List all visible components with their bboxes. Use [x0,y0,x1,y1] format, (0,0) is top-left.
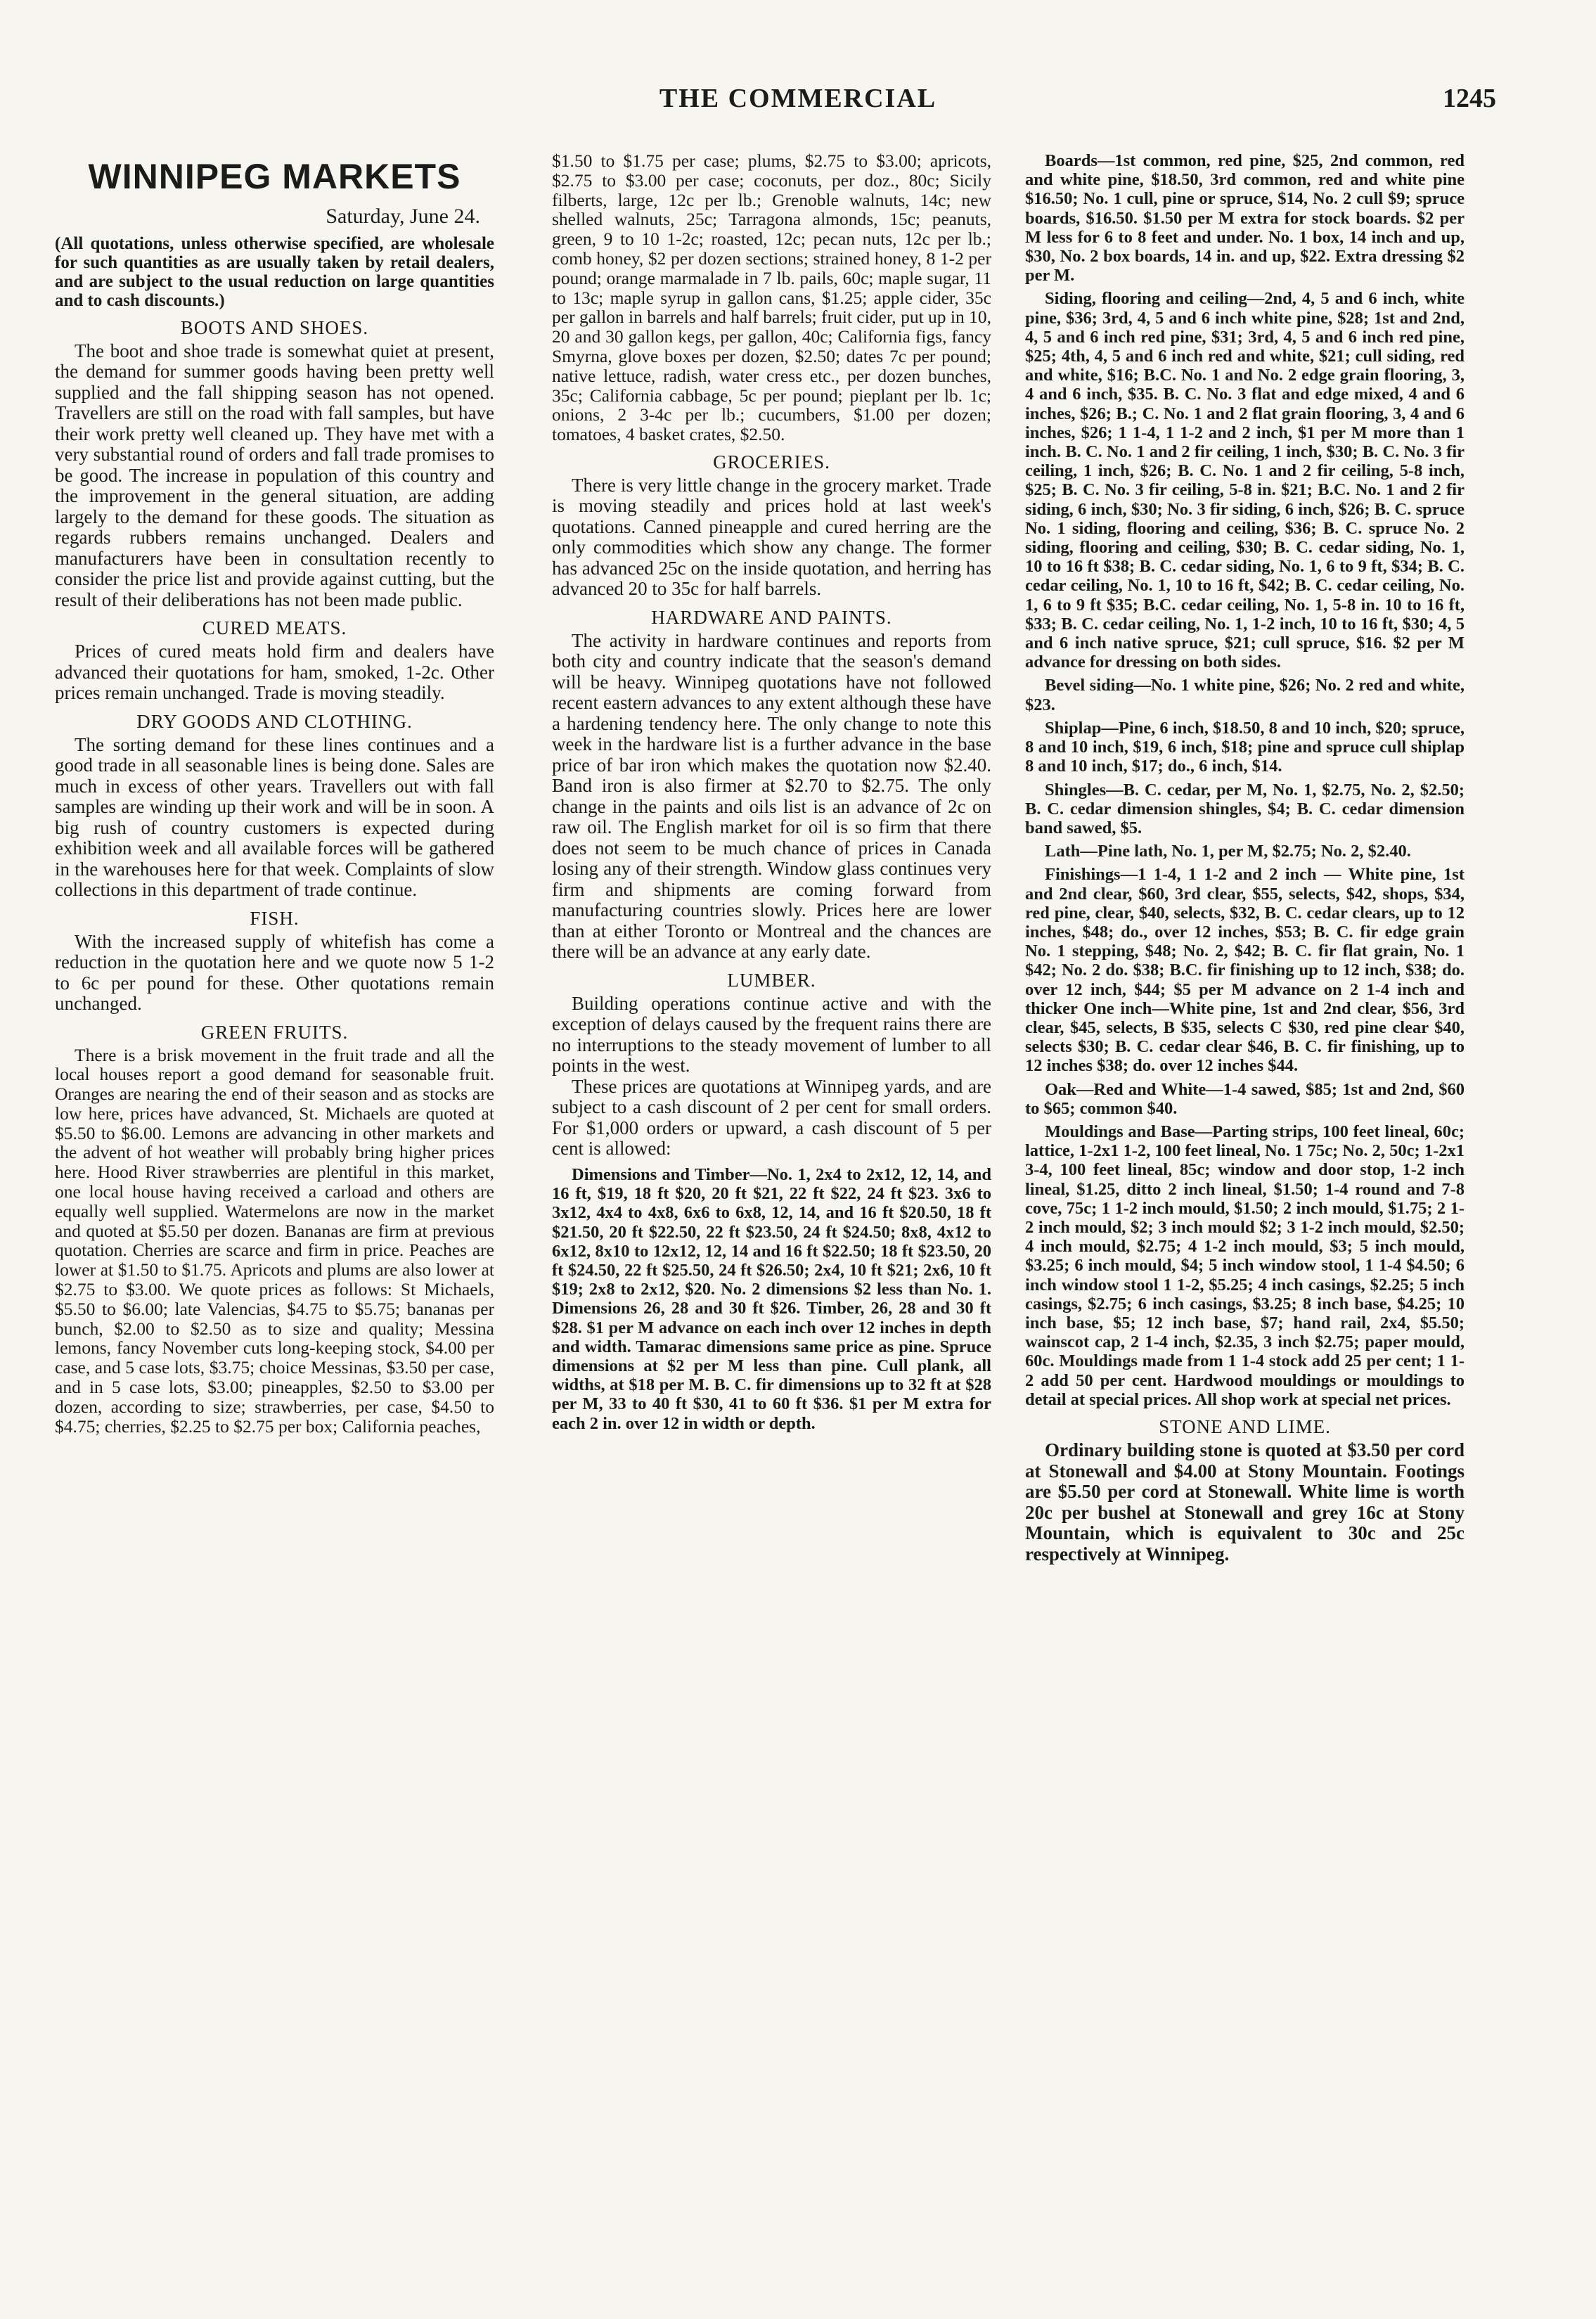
dateline: Saturday, June 24. [326,205,480,228]
section-heading-hardware: HARDWARE AND PAINTS. [651,606,892,628]
lumber-shingles: Shingles—B. C. cedar, per M, No. 1, $2.75, No. 2, $2.50; B. C. cedar dimension shingles, $4; B. C. cedar dimension band sawed, $5. [1025,780,1465,837]
section-heading-green-fruits: GREEN FRUITS. [200,1021,349,1043]
section-text-fruits-continued: $1.50 to $1.75 per case; plums, $2.75 to $3.00; apricots, $2.75 to $3.00 per case; coconuts, per doz., 80c; Sicily filberts, large, 12c per lb.; Grenoble walnuts, 14c; new shelled walnuts, 25c; Tarragona almonds, 15c; peanuts, green, 9 to 10 1-2c; roasted, 12c; pecan nuts, 12c per lb.; comb honey, $2 per dozen sections; strained honey, 8 1-2 per pound; orange marmalade in 7 lb. pails, 60c; maple sugar, 11 to 13c; maple syrup in gallon cans, $1.25; apple cider, 35c per gallon in barrels and half barrels; fruit cider, put up in 10, 20 and 30 gallon kegs, per gallon, 40c; California figs, fancy Smyrna, glove boxes per dozen, $2.50; dates 7c per pound; native lettuce, radish, water cress etc., per dozen bunches, 35c; California cabbage, 5c per pound; pieplant per lb. 1c; onions, 2 3-4c per lb.; cucumbers, $1.00 per dozen; tomatoes, 4 basket crates, $2.50. [552,151,991,445]
lumber-boards: Boards—1st common, red pine, $25, 2nd common, red and white pine, $18.50, 3rd common, red and white pine $16.50; No. 1 cull, pine or spruce, $14, No. 2 cull $9; spruce boards, $16.50. $1.50 per M extra for stock boards. $2 per M less for 6 to 8 feet and under. No. 1 box, 14 inch and up, $30, No. 2 box boards, 14 in. and up, $22. Extra dressing $2 per M. [1025,151,1465,285]
running-title: THE COMMERCIAL [659,84,937,113]
lumber-dimensions: Dimensions and Timber—No. 1, 2x4 to 2x12, 12, 14, and 16 ft, $19, 18 ft $20, 20 ft $21, 22 ft $22, 24 ft $23. 3x6 to 3x12, 4x4 to 4x8, 6x6 to 6x8, 12, 14, and 16 ft $20.50, 18 ft $21.50, 20 ft $22.50, 22 ft $23.50, 24 ft $24.50; 8x8, 4x12 to 6x12, 8x10 to 12x12, 12, 14 and 16 ft $22.50; 18 ft $23.50, 20 ft $24.50, 22 ft $25.50, 24 ft $26.50; 2x4, 10 ft $21; 2x6, 10 ft $19; 2x8 to 2x12, $20. No. 2 dimensions $2 less than No. 1. Dimensions 26, 28 and 30 ft $26. Timber, 26, 28 and 30 ft $28. $1 per M advance on each inch over 12 inches in depth and width. Tamarac dimensions same price as pine. Spruce dimensions at $2 per M less than pine. Cull plank, all widths, at $18 per M. B. C. fir dimensions up to 32 ft at $28 per M, 33 to 40 ft $30, 41 to 60 ft $36. $1 per M extra for each 2 in. over 12 in width or depth. [552,1164,991,1433]
section-text-stone: Ordinary building stone is quoted at $3.50 per cord at Stonewall and $4.00 at Stony Mountain. Footings are $5.50 per cord at Stonewall. White lime is worth 20c per bushel at Stonewall and grey 16c at Stony Mountain, which is equivalent to 30c and 25c respectively at Winnipeg. [1025,1439,1465,1565]
section-heading-stone: STONE AND LIME. [1159,1416,1331,1437]
section-text-lumber-1: Building operations continue active and with the exception of delays caused by the frequent rains there are no interruptions to the steady movement of lumber to all points in the west. [552,992,991,1077]
lumber-siding: Siding, flooring and ceiling—2nd, 4, 5 and 6 inch, white pine, $36; 3rd, 4, 5 and 6 inch white pine, $28; 1st and 2nd, 4, 5 and 6 inch red pine, $31; 3rd, 4, 5 and 6 inch red pine, $25; 4th, 4, 5 and 6 inch red and white, $21; cull siding, red and white, $16; B.C. No. 1 and No. 2 edge grain flooring, 3, 4 and 6 inch, $35. B. C. No. 3 flat and edge mixed, 4 and 6 inches, $26; B.; C. No. 1 and 2 flat grain flooring, 3, 4 and 6 inches, $26; 1 1-4, 1 1-2 and 2 inch, $1 per M more than 1 inch. B. C. No. 1 and 2 fir ceiling, 1 inch, $30; B. C. No. 3 fir ceiling, 1 inch, $26; B. C. No. 1 and 2 fir ceiling, 5-8 inch, $25; B. C. No. 3 fir ceiling, 5-8 in. $21; B.C. No. 1 and 2 fir siding, 6 inch, $30; No. 3 fir siding, 6 inch, $26; B. C. spruce No. 1 siding, flooring and ceiling, $36; B. C. spruce No. 2 siding, flooring and ceiling, $30; B. C. cedar siding, No. 1, 10 to 16 ft $38; B. C. cedar siding, No. 1, 6 to 9 ft, $34; B. C. cedar ceiling, No. 1, 10 to 16 ft, $42; B. C. cedar ceiling, No. 1, 6 to 9 ft $35; B.C. cedar ceiling, No. 1, 5-8 in. 10 to 16 ft, $33; B. C. cedar ceiling, No. 1, 1-2 inch, 10 to 16 ft, $30; 4, 5 and 6 inch native spruce, $21; cull spruce, $16. $2 per M advance for dressing on both sides. [1025,289,1465,672]
column-3 [1025,151,1465,2289]
lumber-mouldings: Mouldings and Base—Parting strips, 100 feet lineal, 60c; lattice, 1-2x1 1-2, 100 feet lineal, No. 1 75c; No. 2, 50c; 1-2x1 3-4, 100 feet lineal, 85c; window and door stop, 1-2 inch lineal, $1.25, ditto 2 inch lineal, $1.50; 1-4 round and 7-8 cove, 75c; 1 1-2 inch mould, $1.50; 2 inch mould, $1.75; 2 1-2 inch mould, $2; 3 inch mould $2; 3 1-2 inch mould, $2.50; 4 inch mould, $2.75; 4 1-2 inch mould, $3; 5 inch mould, $3.25; 6 inch mould, $4; 5 inch window stool, 1 1-4 $4.50; 6 inch window stool 1 1-2, $5.25; 4 inch casings, $2.25; 5 inch casings, $2.75; 6 inch casings, $3.25; 8 inch base, $4.25; 10 inch base, $5; 12 inch base, $7; hand rail, 2x4, $5.50; wainscot cap, 2 1-4 inch, $2.35, 3 inch $2.75; paper mould, 60c. Mouldings made from 1 1-4 stock add 25 per cent; 1 1-2 add 50 per cent. Hardwood mouldings or mouldings to detail at special prices. All shop work at special net prices. [1025,1122,1465,1409]
section-heading-lumber: LUMBER. [727,969,816,991]
section-heading-meats: CURED MEATS. [202,617,347,638]
lumber-shiplap: Shiplap—Pine, 6 inch, $18.50, 8 and 10 inch, $20; spruce, 8 and 10 inch, $19, 6 inch, $18; pine and spruce cull shiplap 8 and 10 inch, $17; do., 6 inch, $14. [1025,718,1465,776]
column-1 [55,151,494,2289]
section-text-boots: The boot and shoe trade is somewhat quiet at present, the demand for summer goods having been pretty well supplied and the fall shipping season has not opened. Travellers are still on the road with fall samples, but have their work pretty well cleaned up. They have met with a very substantial round of orders and fall trade promises to be good. The increase in population of this country and the improvement in the general situation, are adding largely to the demand for these goods. The situation as regards rubbers remains unchanged. Dealers and manufacturers have been in consultation recently to consider the price list and provide against cutting, but the result of their deliberations has not been made public. [55,340,494,610]
section-text-dry-goods: The sorting demand for these lines continues and a good trade in all seasonable lines is being done. Sales are much in excess of other years. Travellers out with fall samples are winding up their work and will be in soon. A big rush of country customers is expected during exhibition week and all available forces will be gathered in the warehouses here for that week. Complaints of slow collections in this department of trade continue. [55,733,494,900]
section-text-fish: With the increased supply of whitefish has come a reduction in the quotation here and we quote now 5 1-2 to 6c per pound for these. Other quotations remain unchanged. [55,930,494,1014]
section-heading-fish: FISH. [250,907,300,929]
section-text-hardware: The activity in hardware continues and reports from both city and country indicate that the season's demand will be heavy. Winnipeg quotations have not followed recent eastern advances to any extent although these have a hardening tendency here. The only change to note this week in the hardware list is a further advance in the base price of bar iron which makes the quotation now $2.40. Band iron is also firmer at $2.70 to $2.75. The only change in the paints and oils list is an advance of 2c on raw oil. The English market for oil is so firm that there does not seem to be much chance of prices in Canada losing any of their strength. Window glass continues very firm and shipments are coming forward from manufacturing countries slowly. Prices here are lower than at either Toronto or Montreal and the chances are there will be an advance at any early date. [552,629,991,963]
section-text-groceries: There is very little change in the grocery market. Trade is moving steadily and prices hold at last week's quotations. Canned pineapple and cured herring are the only commodities which show any change. The former has advanced 25c on the inside quotation, and herring has advanced 20 to 35c for half barrels. [552,474,991,600]
column-2 [552,151,991,2289]
lumber-bevel-siding: Bevel siding—No. 1 white pine, $26; No. 2 red and white, $23. [1025,676,1465,714]
lumber-oak: Oak—Red and White—1-4 sawed, $85; 1st and 2nd, $60 to $65; common $40. [1025,1079,1465,1118]
section-text-meats: Prices of cured meats hold firm and dealers have advanced their quotations for ham, smoked, 1-2c. Other prices remain unchanged. Trade is moving steadily. [55,641,494,703]
masthead-title: WINNIPEG MARKETS [88,157,461,196]
lumber-finishings: Finishings—1 1-4, 1 1-2 and 2 inch — White pine, 1st and 2nd clear, $60, 3rd clear, $55, selects, $42, shops, $34, red pine, clear, $40, selects, $32, B. C. cedar clears, up to 12 inches, $48; do., over 12 inches, $53; B. C. fir edge grain No. 1 stepping, $48; No. 2, $42; B. C. fir flat grain, No. 1 $42; No. 2 do. $38; B.C. fir finishing up to 12 inch, $38; do. over 12 inch, $44; $5 per M advance on 2 1-4 inch and thicker One inch—White pine, 1st and 2nd clear, $56, 3rd clear, $45, selects, B $35, selects C $30, red pine clear $40, selects $30; B. C. cedar clear $46, B. C. fir finishing, up to 12 inches $38; do. over 12 inches $44. [1025,865,1465,1076]
lumber-lath: Lath—Pine lath, No. 1, per M, $2.75; No. 2, $2.40. [1045,842,1411,861]
section-heading-dry-goods: DRY GOODS AND CLOTHING. [136,710,413,732]
section-text-green-fruits: There is a brisk movement in the fruit trade and all the local houses report a good demand for seasonable fruit. Oranges are nearing the end of their season and as stocks are low here, prices have advanced, St. Michaels are quoted at $5.50 to $6.00. Lemons are advancing in other markets and the advent of hot weather will probably bring higher prices here. Hood River strawberries are plentiful in this market, one local house having received a carload and others are equally well supplied. Watermelons are now in the market and quoted at $5.50 per dozen. Bananas are firm at previous quotation. Cherries are scarce and firm in price. Peaches are lower at $1.50 to $1.75. Apricots and plums are also lower at $2.75 to $3.00. We quote prices as follows: St Michaels, $5.50 to $6.00; late Valencias, $4.75 to $5.75; bananas per bunch, $2.00 to $2.50 as to size and quality; Messina lemons, fancy November cuts long-keeping stock, $4.00 per case, and 5 case lots, $3.75; choice Messinas, $3.50 per case, and in 5 case lots, $3.00; pineapples, $2.50 to $3.00 per dozen, according to size; strawberries, per case, $4.50 to $4.75; cherries, $2.25 to $2.75 per box; California peaches, [55,1044,494,1437]
page-number: 1245 [1443,84,1496,113]
section-text-lumber-2: These prices are quotations at Winnipeg yards, and are subject to a cash discount of 2 per cent for small orders. For $1,000 orders or upward, a cash discount of 5 per cent is allowed: [552,1075,991,1160]
section-heading-groceries: GROCERIES. [713,451,830,473]
section-heading-boots: BOOTS AND SHOES. [180,316,369,338]
quotation-note: (All quotations, unless otherwise specified, are wholesale for such quantities as are usually taken by retail dealers, and are subject to the usual reduction on large quantities and to cash discounts.) [55,233,494,310]
